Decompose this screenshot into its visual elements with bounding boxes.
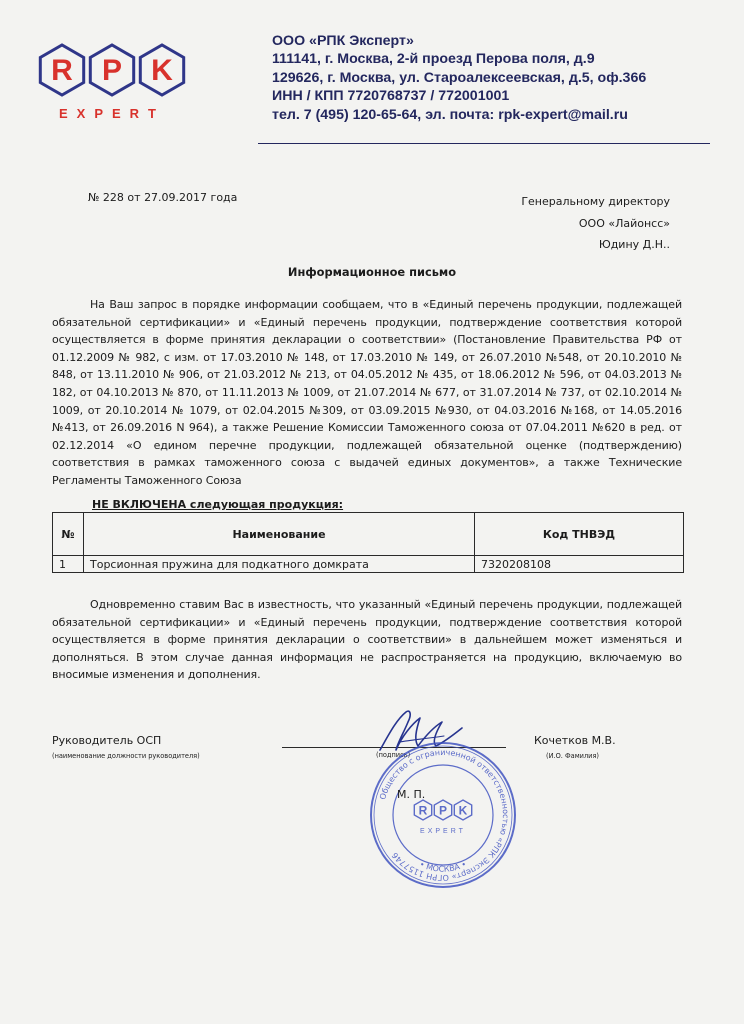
stamp-city-text: • МОСКВА • xyxy=(418,859,468,874)
company-contacts: тел. 7 (495) 120-65-64, эл. почта: rpk-expert@mail.ru xyxy=(272,106,628,123)
row-name: Торсионная пружина для подкатного домкрата xyxy=(84,556,475,573)
addressee-name: Юдину Д.Н.. xyxy=(598,238,670,251)
stamp-logo-letter: P xyxy=(438,803,448,818)
letter-reference: № 228 от 27.09.2017 года xyxy=(88,191,238,204)
logo-letter: R xyxy=(51,54,73,87)
document-title: Информационное письмо xyxy=(287,265,457,279)
signatory-role-caption: (наименование должности руководителя) xyxy=(52,752,200,760)
company-name: ООО «РПК Эксперт» xyxy=(272,33,414,49)
body-paragraph-1: На Ваш запрос в порядке информации сообщаем, что в «Единый перечень продукции, подлежащей обязательной сертификации» и «Единый перечень продукции, подтверждение соответствия которой осуществляется в форме принятия декларации о соответствии» (Постановление Правительства РФ от 01.12.2009 № 982, с изм. от 17.03.2010 № 148, от 17.03.2010 № 149, от 26.07.2010 №548, от 20.10.2010 № 848, от 13.11.2010 № 906, от 21.03.2012 № 213, от 04.05.2012 № 435, от 18.06.2012 № 596, от 04.03.2013 № 182, от 04.10.2013 № 870, от 11.11.2013 № 1009, от 21.07.2014 № 677, от 31.07.2014 № 737, от 02.10.2014 № 1009, от 20.10.2014 № 1079, от 02.04.2015 №309, от 03.09.2015 №930, от 04.03.2016 №168, от 14.05.2016 №413, от 26.09.2016 N 964), а также Решение Комиссии Таможенного союза от 07.04.2011 №620 в ред. от 02.12.2014 «О едином перечне продукции, подлежащей обязательной оценке (подтверждению) соответствия в рамках таможенного союза с выдачей единых документов», а также Технические Регламенты Таможенного Союза xyxy=(52,298,682,487)
header-number: № xyxy=(53,513,84,556)
seal-place-label: М. П. xyxy=(397,788,426,801)
logo-wordmark: EXPERT xyxy=(58,106,166,121)
header-divider xyxy=(258,143,710,144)
table-header-row xyxy=(53,513,684,556)
signatory-name-caption: (И.О. Фамилия) xyxy=(546,752,599,760)
products-table xyxy=(52,512,684,573)
row-code: 7320208108 xyxy=(475,556,684,573)
company-address-2: 129626, г. Москва, ул. Староалексеевская, д.5, оф.366 xyxy=(272,69,647,86)
header-name: Наименование xyxy=(84,513,475,556)
header-code: Код ТНВЭД xyxy=(475,513,684,556)
addressee-company: ООО «Лайонсс» xyxy=(578,216,670,230)
company-stamp xyxy=(368,740,518,890)
addressee-position: Генеральному директору xyxy=(521,195,670,208)
signatory-name: Кочетков М.В. xyxy=(534,734,616,747)
company-address-1: 111141, г. Москва, 2-й проезд Перова поля, д.9 xyxy=(272,51,595,68)
excluded-products-label: НЕ ВКЛЮЧЕНА следующая продукция: xyxy=(92,498,344,511)
stamp-logo-letter: K xyxy=(458,803,468,818)
table-row xyxy=(53,556,684,573)
stamp-logo-letter: R xyxy=(418,803,428,818)
stamp-ring-text: Общество с ограниченной ответственностью «РПК Эксперт» ОГРН 1157746 xyxy=(378,747,511,883)
logo-letter: K xyxy=(151,54,173,87)
signature-caption: (подпись) xyxy=(376,751,411,759)
stamp-logo-wordmark: EXPERT xyxy=(420,828,466,835)
addressee-block xyxy=(521,191,670,256)
row-number: 1 xyxy=(53,556,84,573)
logo-letter: P xyxy=(101,54,123,87)
company-tax-ids: ИНН / КПП 7720768737 / 772001001 xyxy=(272,88,510,105)
signatory-role: Руководитель ОСП xyxy=(52,734,162,747)
body-paragraph-2: Одновременно ставим Вас в известность, что указанный «Единый перечень продукции, подлежащей обязательной сертификации» и «Единый перечень продукции, подтверждение соответствия которой осуществляется в форме принятия декларации о соответствии» в дальнейшем может изменяться и дополняться. В этом случае данная информация не распространяется на продукцию, включаемую во вносимые изменения и дополнения. xyxy=(52,598,682,682)
company-logo xyxy=(32,32,192,124)
company-details xyxy=(272,32,712,124)
